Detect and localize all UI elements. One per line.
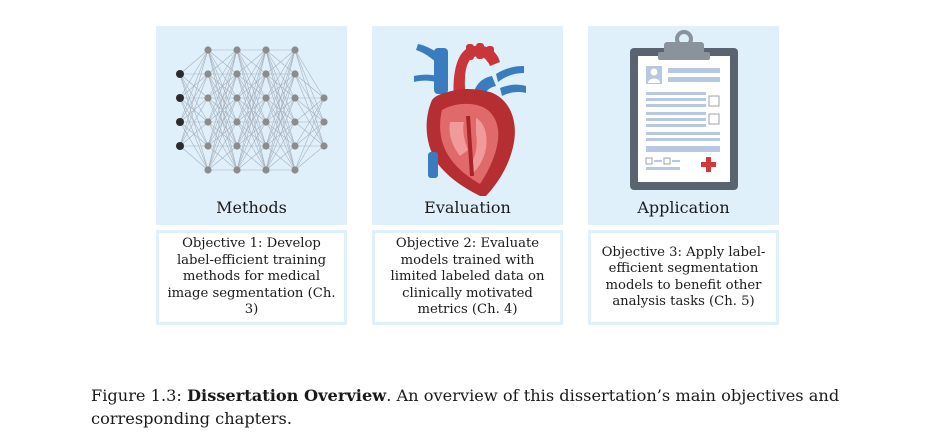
- evaluation-column: [372, 26, 563, 325]
- methods-panel: [156, 26, 347, 225]
- nn-node: [176, 70, 184, 78]
- nn-node: [204, 166, 211, 173]
- neural-network-icon: [156, 26, 347, 196]
- nn-node: [262, 142, 269, 149]
- evaluation-title: Evaluation: [424, 198, 511, 217]
- nn-edge: [180, 50, 208, 74]
- application-panel: [588, 26, 779, 225]
- figure-label: Figure 1.3:: [91, 386, 182, 405]
- methods-title: Methods: [216, 198, 287, 217]
- nn-node: [291, 46, 298, 53]
- figure-title: Dissertation Overview: [187, 386, 387, 405]
- nn-node: [176, 142, 184, 150]
- nn-edge: [295, 146, 324, 170]
- nn-edge: [295, 74, 324, 98]
- nn-node: [262, 166, 269, 173]
- objective-1-box: Objective 1: Develop label-efficient training methods for medical image segmentation (Ch. 3): [156, 230, 347, 325]
- nn-edge: [295, 98, 324, 170]
- nn-node: [291, 118, 298, 125]
- nn-edge: [295, 50, 324, 98]
- nn-node: [204, 70, 211, 77]
- nn-node: [262, 118, 269, 125]
- nn-node: [291, 142, 298, 149]
- nn-node: [320, 142, 327, 149]
- clipboard-icon: [588, 26, 779, 196]
- nn-node: [262, 94, 269, 101]
- nn-node: [233, 70, 240, 77]
- nn-node: [233, 166, 240, 173]
- nn-node: [320, 118, 327, 125]
- evaluation-panel: [372, 26, 563, 225]
- nn-edge: [180, 146, 208, 170]
- figure-caption-text: . An overview of this dissertation’s main objectives and corresponding chapters.: [91, 386, 840, 428]
- methods-column: [156, 26, 347, 325]
- nn-node: [262, 70, 269, 77]
- nn-node: [176, 118, 184, 126]
- application-column: [588, 26, 779, 325]
- nn-node: [204, 118, 211, 125]
- nn-node: [233, 94, 240, 101]
- nn-node: [291, 70, 298, 77]
- nn-node: [233, 118, 240, 125]
- application-title: Application: [637, 198, 730, 217]
- nn-node: [233, 46, 240, 53]
- nn-node: [291, 166, 298, 173]
- nn-node: [233, 142, 240, 149]
- nn-edge: [180, 50, 208, 122]
- objective-3-box: Objective 3: Apply label-efficient segmentation models to benefit other analysis tasks (Ch. 5): [588, 230, 779, 325]
- nn-node: [204, 46, 211, 53]
- nn-node: [176, 94, 184, 102]
- nn-node: [204, 142, 211, 149]
- nn-node: [204, 94, 211, 101]
- nn-node: [320, 94, 327, 101]
- nn-node: [262, 46, 269, 53]
- heart-icon: [372, 26, 563, 196]
- nn-node: [291, 94, 298, 101]
- objective-2-box: Objective 2: Evaluate models trained with limited labeled data on clinically motivated metrics (Ch. 4): [372, 230, 563, 325]
- figure-caption: [91, 384, 851, 430]
